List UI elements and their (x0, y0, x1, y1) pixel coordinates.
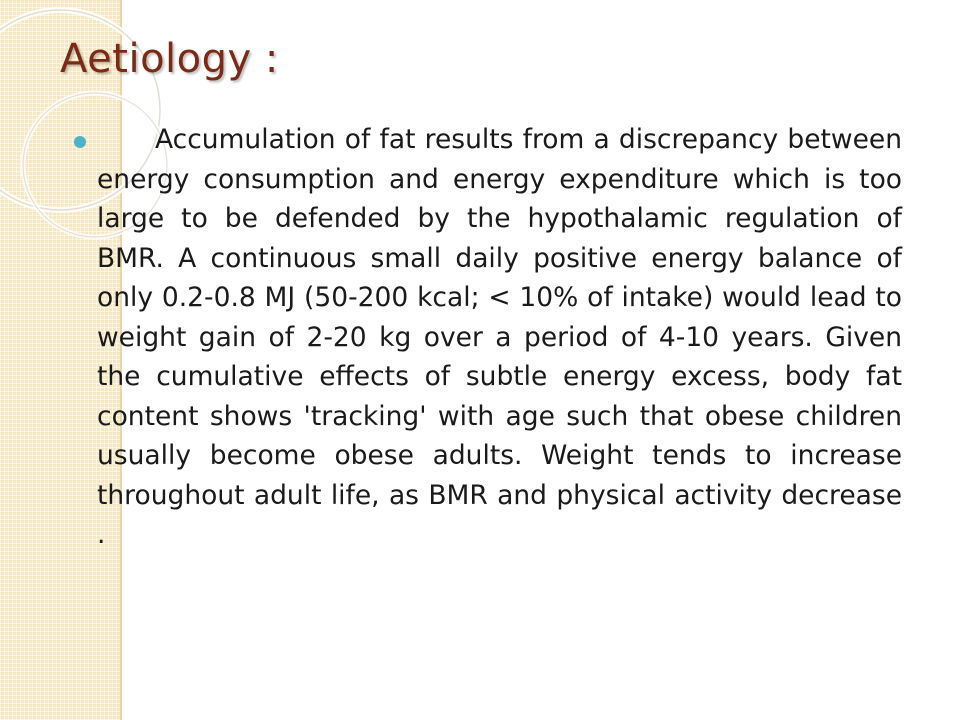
slide-title: Aetiology : (60, 36, 279, 82)
bullet-text: Accumulation of fat results from a discrepancy between energy consumption and energy expenditure which is too large to be defended by the hypothalamic regulation of BMR. A continuous small daily positive energy balance of only 0.2-0.8 MJ (50-200 kcal; < 10% of intake) would lead to weight gain of 2-20 kg over a period of 4-10 years. Given the cumulative effects of subtle energy excess, body fat content shows 'tracking' with age such that obese children usually become obese adults. Weight tends to increase throughout adult life, as BMR and physical activity decrease . (97, 124, 902, 550)
bullet-icon (74, 136, 86, 148)
